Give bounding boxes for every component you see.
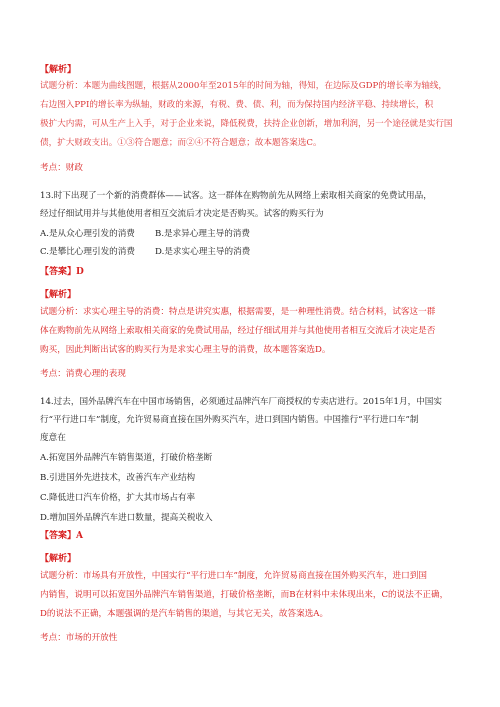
q14-stem-1: 14.过去，国外品牌汽车在中国市场销售，必须通过品牌汽车厂商授权的专卖店进行。2015年1月，中国实	[40, 397, 442, 407]
q14-stem-3: 度意在	[40, 433, 66, 443]
q13-option-a: A.是从众心理引发的消费	[40, 229, 135, 239]
q13-analysis-line-2: 体在购物前先从网络上索取相关商家的免费试用品，经过仔细试用并与其他使用者相互交流后才决定是否	[40, 326, 436, 336]
q14-option-c: C.降低进口汽车价格，扩大其市场占有率	[40, 493, 196, 503]
q14-point: 考点：市场的开放性	[40, 633, 118, 643]
q13-option-c: C.是攀比心理引发的消费	[40, 247, 135, 257]
q13-option-d: D.是求实心理主导的消费	[155, 247, 251, 257]
q14-answer: 【答案】A	[40, 531, 83, 541]
q13-analysis-tag: 【解析】	[40, 290, 77, 300]
q14-analysis-line-2: 内销售，说明可以拓宽国外品牌汽车销售渠道，打破价格垄断，而B在材料中未体现出来，C的说法不正确，	[40, 590, 449, 600]
q13-analysis-line-3: 购买，因此判断出试客的购买行为是求实心理主导的消费，故本题答案选D。	[40, 345, 331, 355]
analysis-1-line-1: 试题分析：本题为曲线图题，根据从2000年至2015年的时间为轴，得知，在边际及GDP的增长率为轴线，	[40, 81, 448, 91]
q13-option-b: B.是求异心理主导的消费	[155, 229, 250, 239]
point-1: 考点：财政	[40, 163, 83, 173]
q13-analysis-line-1: 试题分析：求实心理主导的消费：特点是讲究实惠，根据需要，是一种理性消费。结合材料，试客这一群	[40, 307, 436, 317]
analysis-tag-1: 【解析】	[40, 65, 77, 75]
q14-analysis-line-1: 试题分析：市场具有开放性，中国实行“平行进口车”制度，允许贸易商直接在国外购买汽车，进口到国	[40, 571, 427, 581]
q13-options-row-2	[40, 246, 470, 258]
q14-analysis-tag: 【解析】	[40, 554, 77, 564]
analysis-1-line-2: 右边图入PPI的增长率为纵轴，财政的来源，有税、费、债、利，而为保持国内经济平稳、持续增长，积	[40, 100, 434, 110]
q14-analysis-line-3: D的说法不正确，本题强调的是汽车销售的渠道，与其它无关，故答案选A。	[40, 609, 329, 619]
analysis-1-line-4: 债，扩大财政支出。①③符合题意；而②④不符合题意；故本题答案选C。	[40, 138, 322, 148]
q14-stem-2: 行“平行进口车”制度，允许贸易商直接在国外购买汽车，进口到国内销售。中国推行“平行进口车”制	[40, 415, 419, 425]
q13-answer: 【答案】D	[40, 267, 84, 277]
q14-option-b: B.引进国外先进技术，改善汽车产业结构	[40, 473, 196, 483]
q13-options-row-1	[40, 228, 470, 240]
q14-option-d: D.增加国外品牌汽车进口数量，提高关税收入	[40, 513, 213, 523]
q13-stem-2: 经过仔细试用并与其他使用者相互交流后才决定是否购买。试客的购买行为	[40, 209, 324, 219]
q13-stem-1: 13.时下出现了一个新的消费群体——试客。这一群体在购物前先从网络上索取相关商家的免费试用品，	[40, 191, 432, 201]
analysis-1-line-3: 极扩大内需，可从生产上入手，对于企业来说，降低税费，扶持企业创新，增加利润，另一个途径就是实行国	[40, 119, 453, 129]
q14-option-a: A.拓宽国外品牌汽车销售渠道，打破价格垄断	[40, 453, 213, 463]
q13-point: 考点：消费心理的表现	[40, 369, 126, 379]
